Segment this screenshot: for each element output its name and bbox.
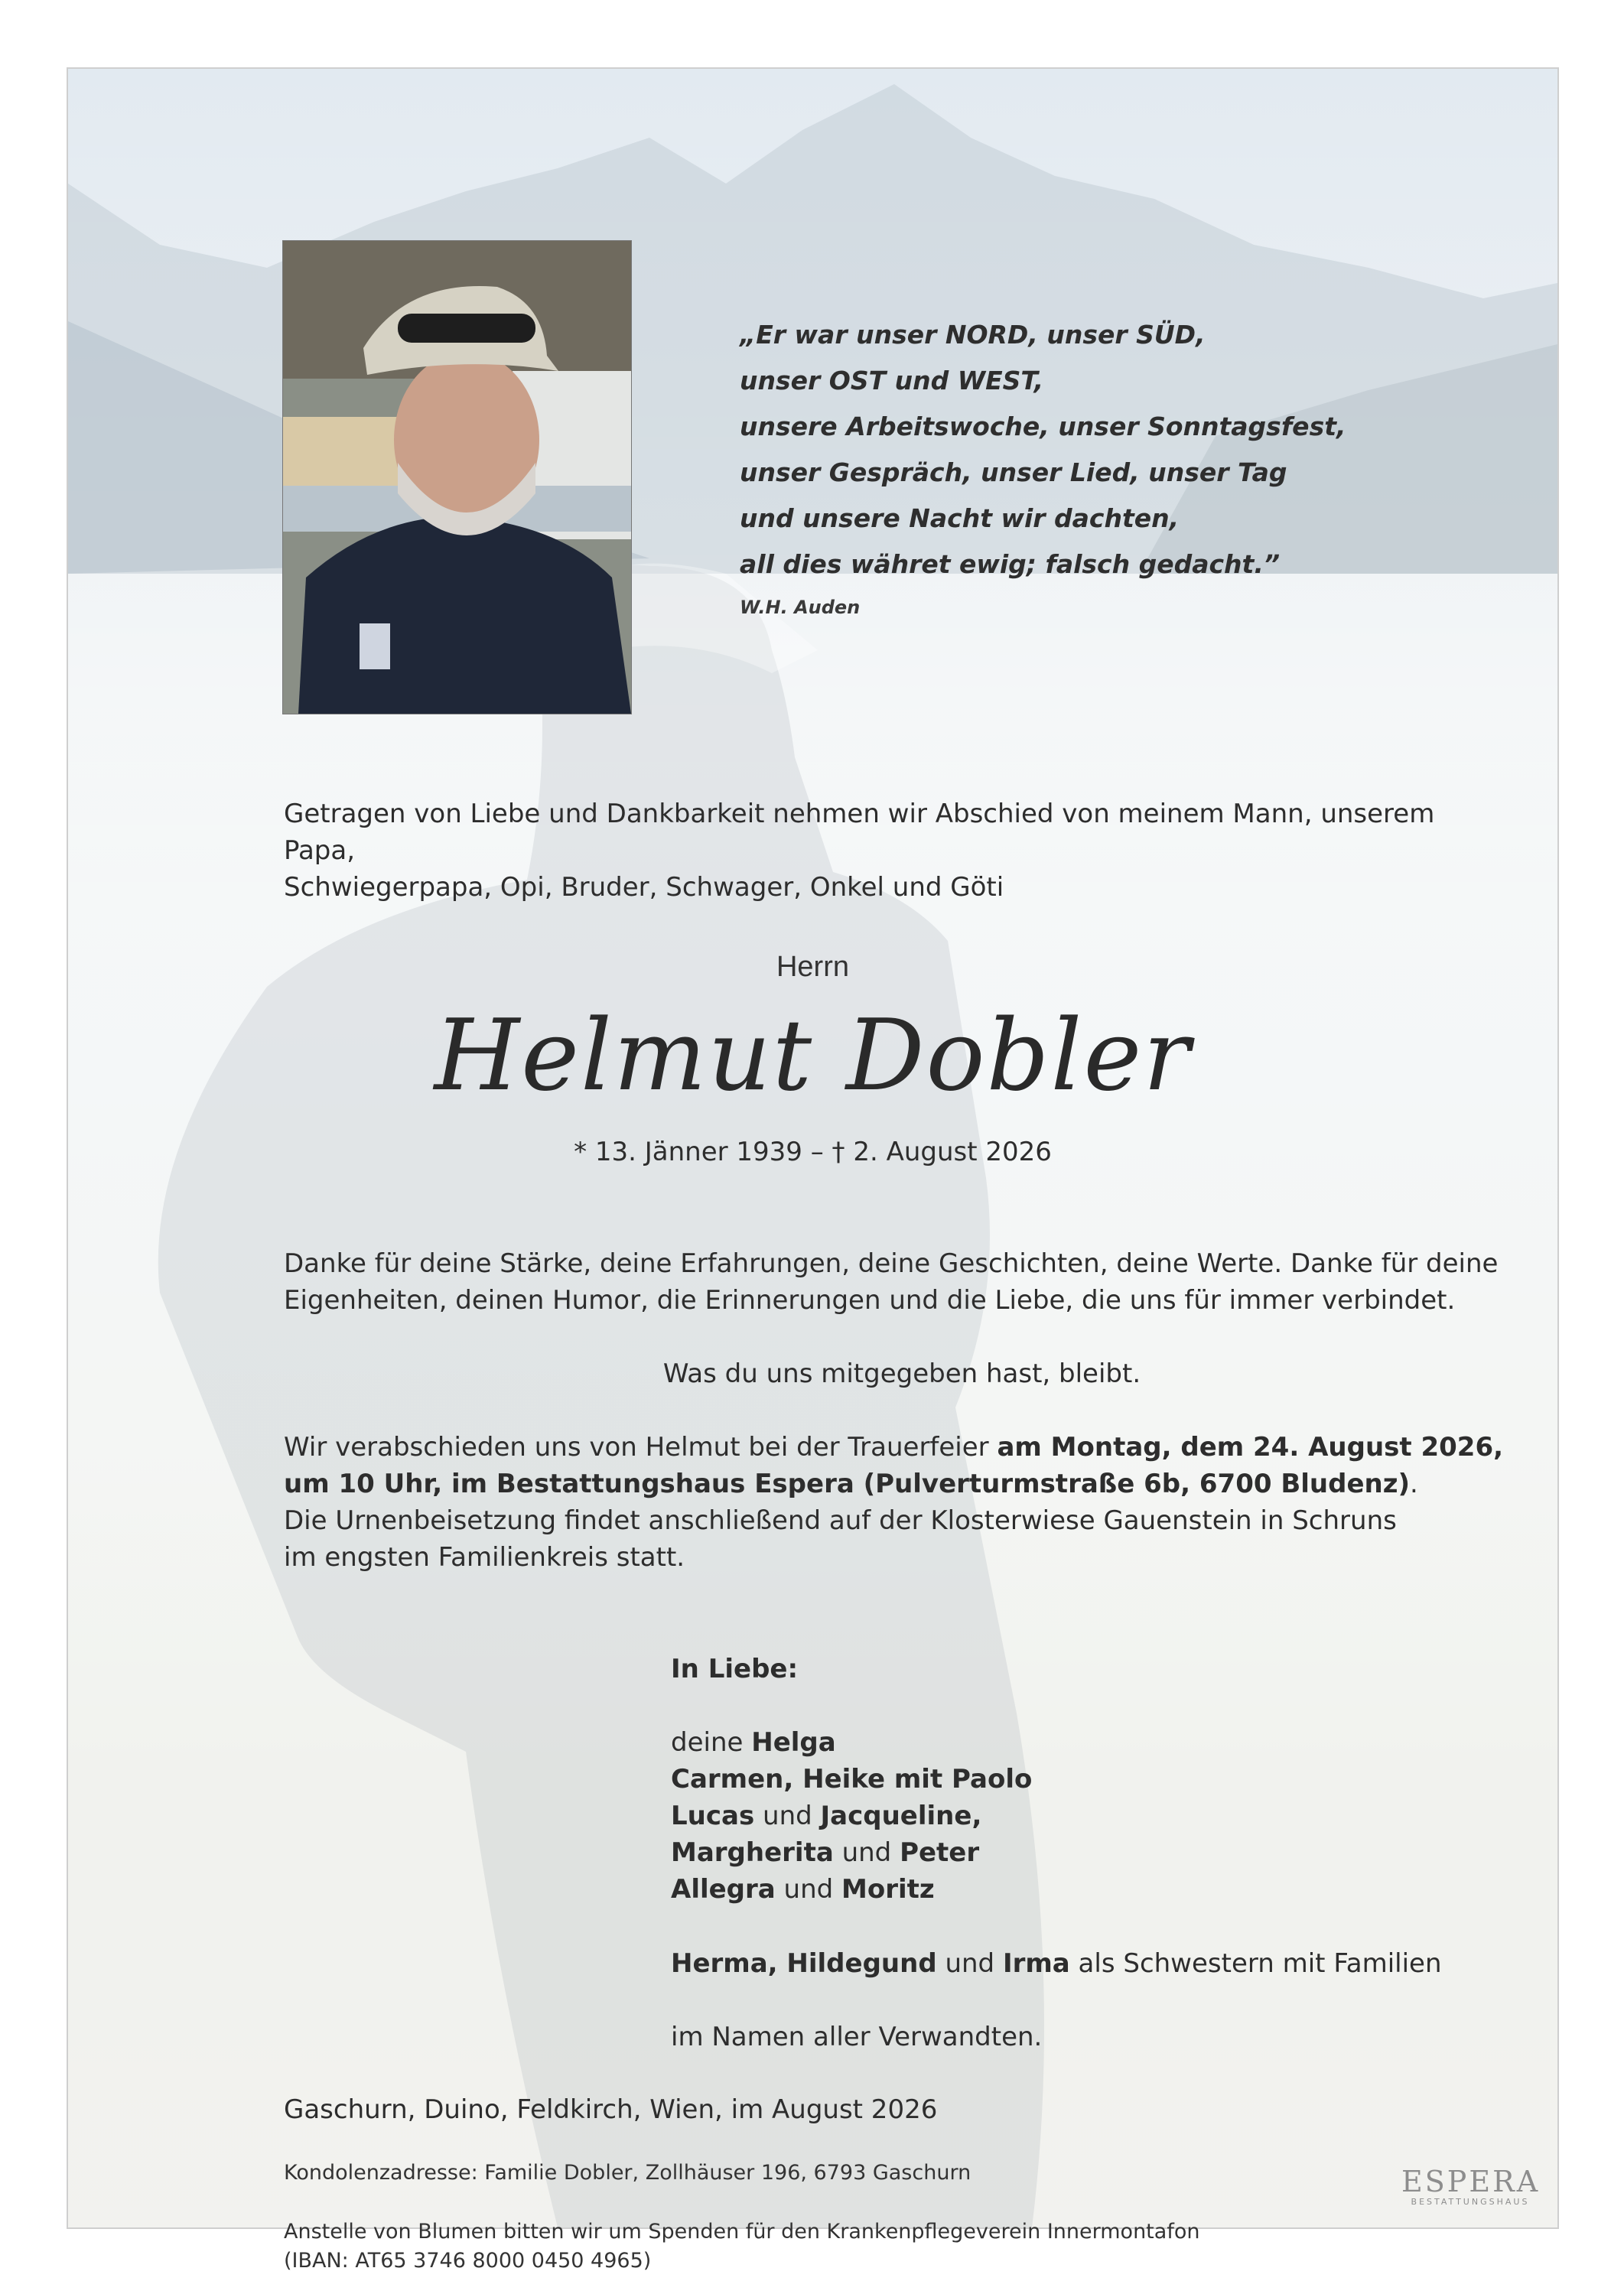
quote-line: und unsere Nacht wir dachten,: [740, 503, 1180, 533]
salutation: Herrn: [776, 951, 850, 983]
quote-line: unsere Arbeitswoche, unser Sonntagsfest,: [740, 412, 1346, 441]
quote-line: unser OST und WEST,: [740, 366, 1044, 395]
mourner-row: [671, 1834, 1512, 1871]
donation-iban: (IBAN: AT65 3746 8000 0450 4965): [284, 2249, 652, 2273]
mourner-text: als Schwestern mit Familien: [1069, 1948, 1442, 1979]
thanks-text: [284, 1245, 1508, 1319]
intro-text: [284, 796, 1508, 906]
mourner-name: Lucas: [671, 1801, 755, 1831]
donation-line: Anstelle von Blumen bitten wir um Spenden für den Krankenpflegeverein Innermontafon: [284, 2220, 1200, 2244]
quote-author: W.H. Auden: [740, 597, 861, 618]
siblings-row: [671, 1945, 1512, 1982]
closing-line: Was du uns mitgegeben hast, bleibt.: [662, 1359, 1141, 1389]
ceremony-line-3: Die Urnenbeisetzung findet anschließend auf der Klosterwiese Gauenstein in Schruns: [284, 1505, 1397, 1536]
ceremony-text-plain: .: [1410, 1469, 1418, 1499]
ceremony-line-4: im engsten Familienkreis statt.: [284, 1542, 685, 1573]
memorial-quote: [740, 312, 1428, 587]
mourner-text: deine: [671, 1727, 752, 1758]
quote-line: all dies währet ewig; falsch gedacht.”: [740, 549, 1281, 579]
thanks-closing: [604, 1355, 1200, 1392]
portrait-photo-icon: [283, 241, 631, 714]
ceremony-text-plain: Wir verabschieden uns von Helmut bei der Trauerfeier: [284, 1432, 998, 1463]
mourner-name: Moritz: [841, 1874, 935, 1905]
condolence-address: Kondolenzadresse: Familie Dobler, Zollhäuser 196, 6793 Gaschurn: [284, 2161, 971, 2185]
mourner-name: Carmen, Heike mit Paolo: [671, 1764, 1033, 1795]
mourner-text: und: [754, 1801, 821, 1831]
mourner-row: [671, 1871, 1512, 1908]
thanks-line: Eigenheiten, deinen Humor, die Erinnerungen und die Liebe, die uns für immer verbindet.: [284, 1285, 1456, 1316]
ceremony-text: [284, 1429, 1508, 1576]
mourner-text: und: [833, 1837, 900, 1868]
mourner-text: und: [936, 1948, 1003, 1979]
logo-name: ESPERA: [1401, 2165, 1541, 2198]
mourner-name: Peter: [900, 1837, 980, 1868]
life-dates: * 13. Jänner 1939 – † 2. August 2026: [574, 1137, 1052, 1167]
espera-logo: [1401, 2166, 1539, 2207]
donation-note: [284, 2218, 1431, 2276]
thanks-line: Danke für deine Stärke, deine Erfahrungen, deine Geschichten, deine Werte. Danke für deine: [284, 1248, 1499, 1279]
mourner-text: und: [775, 1874, 842, 1905]
intro-line: Getragen von Liebe und Dankbarkeit nehmen wir Abschied von meinem Mann, unserem Papa,: [284, 799, 1435, 866]
ceremony-location: um 10 Uhr, im Bestattungshaus Espera (Pulverturmstraße 6b, 6700 Bludenz): [284, 1469, 1411, 1499]
mourner-name: Herma, Hildegund: [671, 1948, 937, 1979]
mourner-row: [671, 1761, 1512, 1798]
mourners-heading-text: In Liebe:: [671, 1654, 799, 1684]
intro-line: Schwiegerpapa, Opi, Bruder, Schwager, Onkel und Göti: [284, 872, 1004, 903]
deceased-name: Helmut Dobler: [434, 999, 1192, 1113]
mourner-name: Jacqueline,: [820, 1801, 982, 1831]
ceremony-line-2: [284, 1466, 1508, 1502]
ceremony-date: am Montag, dem 24. August 2026,: [997, 1432, 1504, 1463]
mourner-row: [671, 1724, 1512, 1761]
ceremony-line-1: [284, 1429, 1508, 1466]
quote-line: „Er war unser NORD, unser SÜD,: [740, 320, 1206, 350]
quote-line: unser Gespräch, unser Lied, unser Tag: [740, 457, 1287, 487]
mourner-name: Helga: [751, 1727, 836, 1758]
obituary-frame: [67, 67, 1559, 2273]
mourners-list: [671, 1724, 1512, 1908]
logo-sub: BESTATTUNGSHAUS: [1411, 2197, 1530, 2207]
relatives-line: im Namen aller Verwandten.: [671, 2022, 1043, 2052]
mourners-heading: [671, 1651, 1512, 1687]
place-date: Gaschurn, Duino, Feldkirch, Wien, im August 2026: [284, 2094, 938, 2125]
mourner-name: Irma: [1002, 1948, 1070, 1979]
mourner-name: Allegra: [671, 1874, 776, 1905]
portrait-photo: [282, 240, 632, 714]
mourner-row: [671, 1798, 1512, 1834]
mourner-name: Margherita: [671, 1837, 834, 1868]
